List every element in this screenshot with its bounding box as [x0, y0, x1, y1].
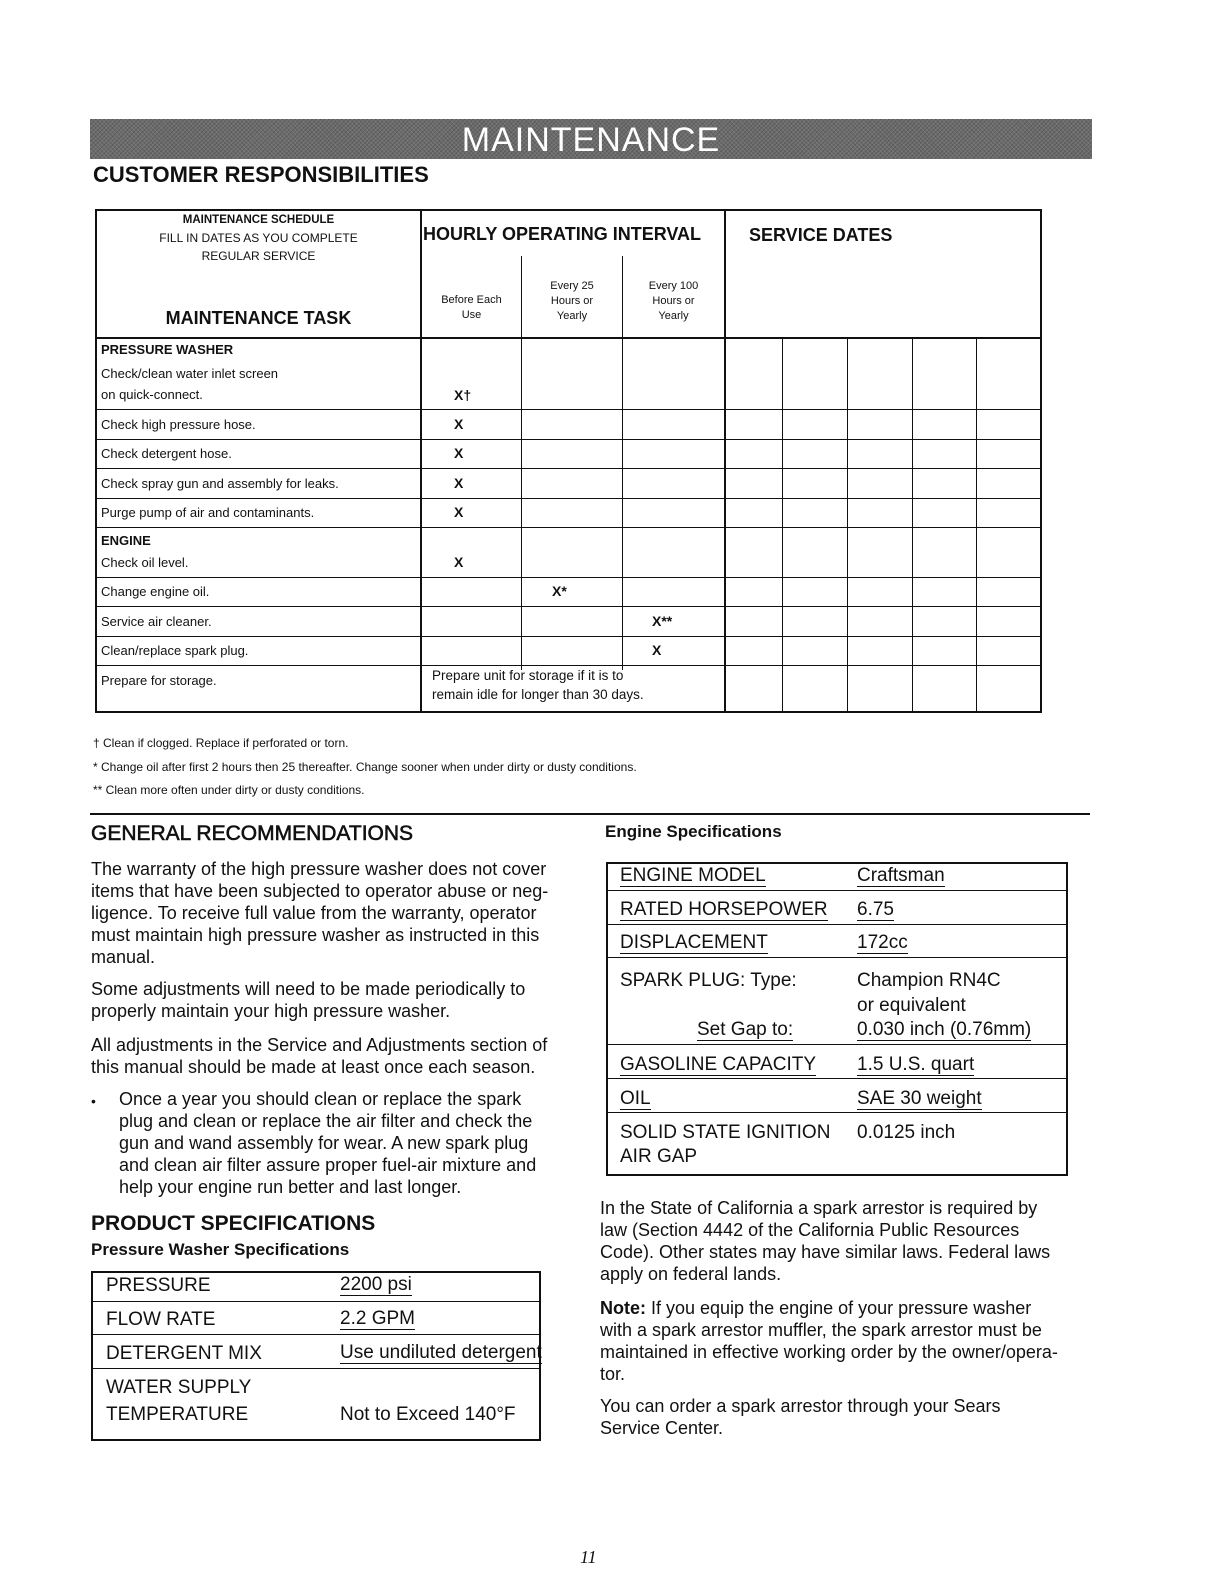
california-paragraph: In the State of California a spark arrestor is required by law (Section 4442 of the California Public Resources Code). Other states may have similar laws. Federal laws apply on federal lands.: [600, 1198, 1051, 1284]
spec-value: 2.2 GPM: [340, 1308, 415, 1329]
interval-mark: X: [454, 416, 464, 432]
interval-mark: X: [454, 475, 464, 491]
task-label: Service air cleaner.: [101, 614, 212, 629]
interval-mark: X: [454, 554, 464, 570]
interval-mark: X: [454, 445, 464, 461]
spec-label: OIL: [620, 1088, 651, 1109]
spec-label: DISPLACEMENT: [620, 932, 768, 953]
group-label-pressure-washer: PRESSURE WASHER: [101, 342, 234, 357]
task-label: Change engine oil.: [101, 584, 210, 599]
bullet-icon: •: [91, 1093, 96, 1109]
interval-col-every-100: Every 100 Hours or Yearly: [648, 280, 699, 322]
storage-note: Prepare unit for storage if it is to: [432, 668, 624, 683]
spec-label: SPARK PLUG: Type:: [620, 970, 797, 991]
spec-label: SOLID STATE IGNITION: [620, 1122, 831, 1143]
spec-label: PRESSURE: [106, 1275, 211, 1296]
spec-label: GASOLINE CAPACITY: [620, 1054, 817, 1075]
season-paragraph: All adjustments in the Service and Adjustments section of this manual should be made at least once each season.: [91, 1035, 548, 1077]
task-label: Check spray gun and assembly for leaks.: [101, 476, 339, 491]
spec-value: Champion RN4C: [857, 970, 1001, 991]
pressure-washer-spec-subtitle: Pressure Washer Specifications: [91, 1240, 350, 1259]
spec-value: 0.0125 inch: [857, 1122, 956, 1143]
storage-note: remain idle for longer than 30 days.: [432, 687, 644, 702]
yearly-maintenance-bullet: Once a year you should clean or replace the spark plug and clean or replace the air filter and check the gun and wand assembly for wear. A new spark plug and clean air filter assure proper fuel-air mixture and help your engine run better and last longer.: [119, 1089, 537, 1197]
spec-label: WATER SUPPLY: [106, 1377, 252, 1398]
interval-mark: X: [454, 504, 464, 520]
spec-label: Set Gap to:: [697, 1019, 794, 1040]
interval-col-before-each-use: Before Each Use: [441, 294, 502, 321]
interval-mark: X*: [552, 583, 567, 599]
order-paragraph: You can order a spark arrestor through your Sears Service Center.: [600, 1396, 1001, 1438]
spec-value: Not to Exceed 140°F: [340, 1404, 516, 1425]
spec-value: 6.75: [857, 899, 894, 920]
spec-value: Craftsman: [857, 865, 945, 886]
task-label: Check high pressure hose.: [101, 417, 256, 432]
footnote-double-asterisk: ** Clean more often under dirty or dusty conditions.: [93, 783, 365, 797]
engine-specifications-heading: Engine Specifications: [605, 822, 782, 841]
spec-value: 0.030 inch (0.76mm): [857, 1019, 1032, 1040]
footnote-asterisk: * Change oil after first 2 hours then 25 thereafter. Change sooner when under dirty or dusty conditions.: [93, 760, 637, 774]
task-label: Clean/replace spark plug.: [101, 643, 249, 658]
interval-mark: X†: [454, 387, 472, 403]
group-label-engine: ENGINE: [101, 533, 151, 548]
footnote-dagger: † Clean if clogged. Replace if perforated or torn.: [93, 736, 349, 750]
banner-title: MAINTENANCE: [461, 121, 721, 159]
spec-label: DETERGENT MIX: [106, 1343, 262, 1364]
schedule-header-line2: FILL IN DATES AS YOU COMPLETE: [159, 231, 358, 245]
task-label: Check detergent hose.: [101, 446, 232, 461]
spec-label: FLOW RATE: [106, 1309, 216, 1330]
spark-arrestor-note: Note: If you equip the engine of your pressure washer with a spark arrestor muffler, the spark arrestor must be maintained in effective working order by the owner/opera- tor.: [600, 1298, 1058, 1384]
spec-value: 2200 psi: [340, 1274, 412, 1295]
service-dates-header: SERVICE DATES: [749, 225, 893, 245]
maintenance-task-header: MAINTENANCE TASK: [165, 308, 352, 328]
spec-label: TEMPERATURE: [106, 1404, 249, 1425]
task-label: Check oil level.: [101, 555, 189, 570]
general-recommendations-heading: GENERAL RECOMMENDATIONS: [91, 822, 414, 845]
spec-value: SAE 30 weight: [857, 1088, 982, 1109]
task-label: on quick-connect.: [101, 387, 203, 402]
interval-mark: X**: [652, 613, 673, 629]
customer-responsibilities-heading: CUSTOMER RESPONSIBILITIES: [93, 162, 429, 187]
schedule-header-line3: REGULAR SERVICE: [201, 249, 316, 263]
hourly-interval-header: HOURLY OPERATING INTERVAL: [423, 224, 702, 244]
note-label: Note:: [600, 1298, 646, 1318]
spec-label: ENGINE MODEL: [620, 865, 766, 886]
page-number: 11: [580, 1547, 597, 1567]
spec-label: AIR GAP: [620, 1146, 698, 1167]
spec-value: 172cc: [857, 932, 908, 953]
spec-label: RATED HORSEPOWER: [620, 899, 828, 920]
interval-mark: X: [652, 642, 662, 658]
spec-value: or equivalent: [857, 995, 966, 1016]
spec-value: 1.5 U.S. quart: [857, 1054, 975, 1075]
section-divider: [90, 813, 1090, 815]
spec-value: Use undiluted detergent: [340, 1342, 542, 1363]
warranty-paragraph: The warranty of the high pressure washer does not cover items that have been subjected to operator abuse or neg- ligence. To receive full value from the warranty, operator must maintain high pressure washer as instructed in this manual.: [91, 859, 549, 967]
schedule-header-line1: MAINTENANCE SCHEDULE: [182, 214, 335, 226]
task-label: Prepare for storage.: [101, 673, 217, 688]
maintenance-schedule-table: [0, 0, 1226, 720]
adjustments-paragraph: Some adjustments will need to be made periodically to properly maintain your high pressure washer.: [91, 979, 526, 1021]
interval-col-every-25: Every 25 Hours or Yearly: [550, 280, 594, 322]
product-specifications-heading: PRODUCT SPECIFICATIONS: [91, 1212, 376, 1235]
task-label: Check/clean water inlet screen: [101, 366, 279, 381]
task-label: Purge pump of air and contaminants.: [101, 505, 315, 520]
